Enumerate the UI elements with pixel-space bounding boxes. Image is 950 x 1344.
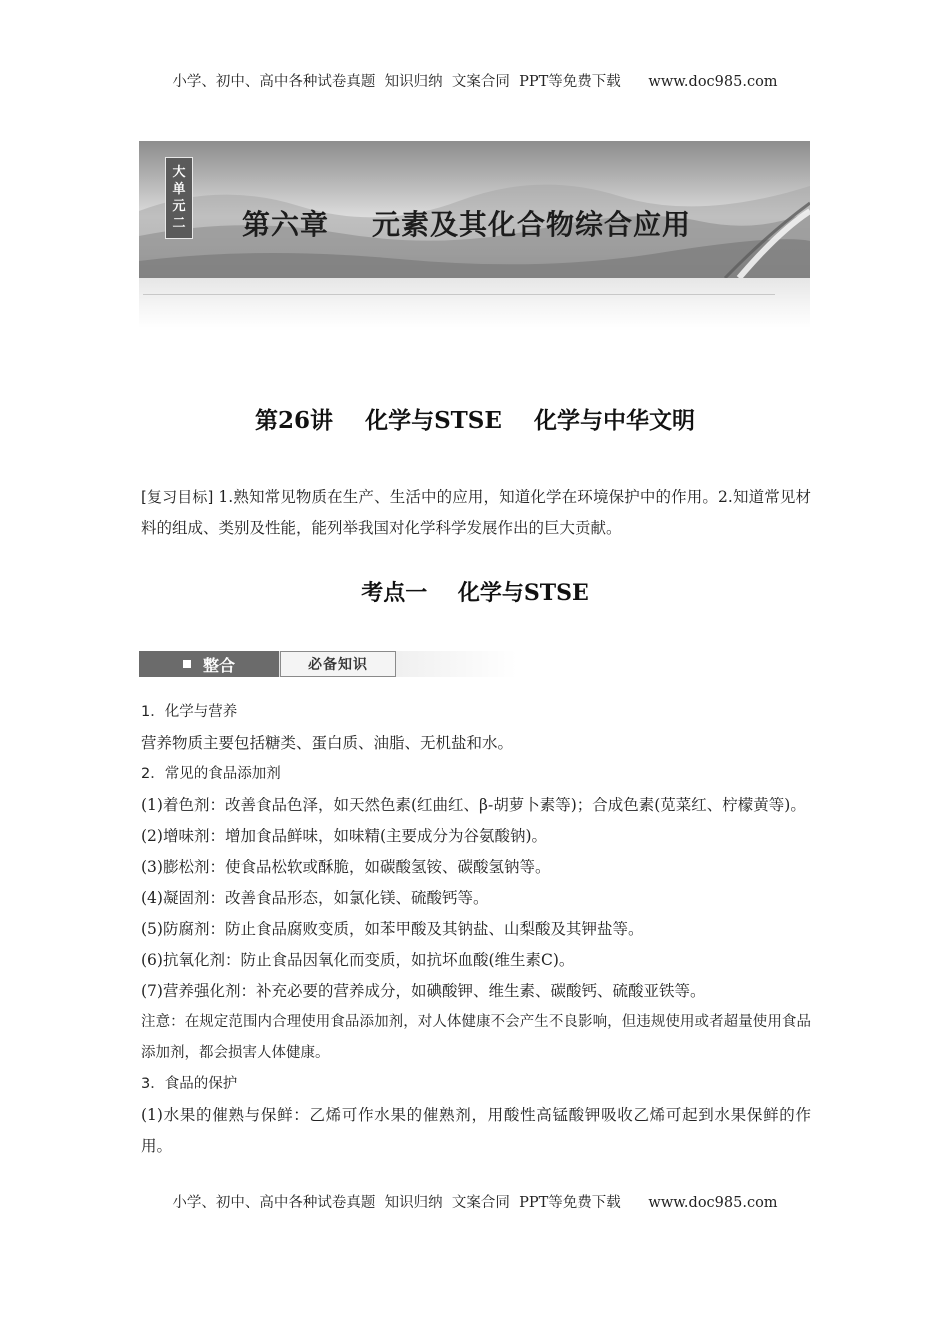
note-paragraph: 注意：在规定范围内合理使用食品添加剂，对人体健康不会产生不良影响，但违规使用或者超量使用食品添加剂，都会损害人体健康。 bbox=[141, 1014, 811, 1061]
chapter-title: 第六章 元素及其化合物综合应用 bbox=[242, 208, 691, 241]
unit-char: 单 bbox=[172, 182, 186, 197]
square-bullet-icon bbox=[183, 660, 191, 668]
list-item: (4)凝固剂：改善食品形态，如氯化镁、硫酸钙等。 bbox=[141, 889, 489, 907]
section-tab-integrate bbox=[139, 651, 279, 677]
tab-label: 整合 bbox=[203, 655, 236, 675]
section-tab-knowledge: 必备知识 bbox=[280, 651, 396, 677]
unit-char: 大 bbox=[172, 165, 186, 180]
list-item: (5)防腐剂：防止食品腐败变质，如苯甲酸及其钠盐、山梨酸及其钾盐等。 bbox=[141, 920, 644, 938]
page-footer: 小学、初中、高中各种试卷真题 知识归纳 文案合同 PPT等免费下载 www.doc985.com bbox=[172, 1195, 778, 1211]
main-content bbox=[141, 697, 811, 1162]
objective-text: 1.熟知常见物质在生产、生活中的应用，知道化学在环境保护中的作用。2.知道常见材料的组成、类别及性能，能列举我国对化学科学发展作出的巨大贡献。 bbox=[141, 488, 811, 537]
list-item: (6)抗氧化剂：防止食品因氧化而变质，如抗坏血酸(维生素C)。 bbox=[141, 951, 575, 969]
list-item: (2)增味剂：增加食品鲜味，如味精(主要成分为谷氨酸钠)。 bbox=[141, 827, 548, 845]
review-objective bbox=[141, 482, 811, 544]
unit-char: 二 bbox=[172, 216, 186, 231]
point-title: 考点一 化学与STSE bbox=[361, 580, 589, 606]
paragraph: 营养物质主要包括糖类、蛋白质、油脂、无机盐和水。 bbox=[141, 734, 514, 752]
objective-tag: [复习目标] bbox=[141, 488, 214, 506]
paragraph: (1)水果的催熟与保鲜：乙烯可作水果的催熟剂，用酸性高锰酸钾吸收乙烯可起到水果保鲜的作用。 bbox=[141, 1106, 811, 1155]
lecture-title: 第26讲 化学与STSE 化学与中华文明 bbox=[255, 407, 695, 434]
page-header: 小学、初中、高中各种试卷真题 知识归纳 文案合同 PPT等免费下载 www.doc985.com bbox=[172, 74, 778, 90]
section-heading: 2．常见的食品添加剂 bbox=[141, 766, 281, 782]
list-item: (7)营养强化剂：补充必要的营养成分，如碘酸钾、维生素、碳酸钙、硫酸亚铁等。 bbox=[141, 982, 706, 1000]
section-heading: 3．食品的保护 bbox=[141, 1076, 238, 1092]
unit-label bbox=[165, 157, 193, 239]
unit-char: 元 bbox=[172, 199, 186, 214]
section-heading: 1．化学与营养 bbox=[141, 704, 238, 720]
banner-shadow bbox=[139, 278, 810, 328]
list-item: (1)着色剂：改善食品色泽，如天然色素(红曲红、β-胡萝卜素等)；合成色素(苋菜红、柠檬黄等)。 bbox=[141, 796, 806, 814]
list-item: (3)膨松剂：使食品松软或酥脆，如碳酸氢铵、碳酸氢钠等。 bbox=[141, 858, 551, 876]
banner-rule bbox=[143, 294, 775, 295]
